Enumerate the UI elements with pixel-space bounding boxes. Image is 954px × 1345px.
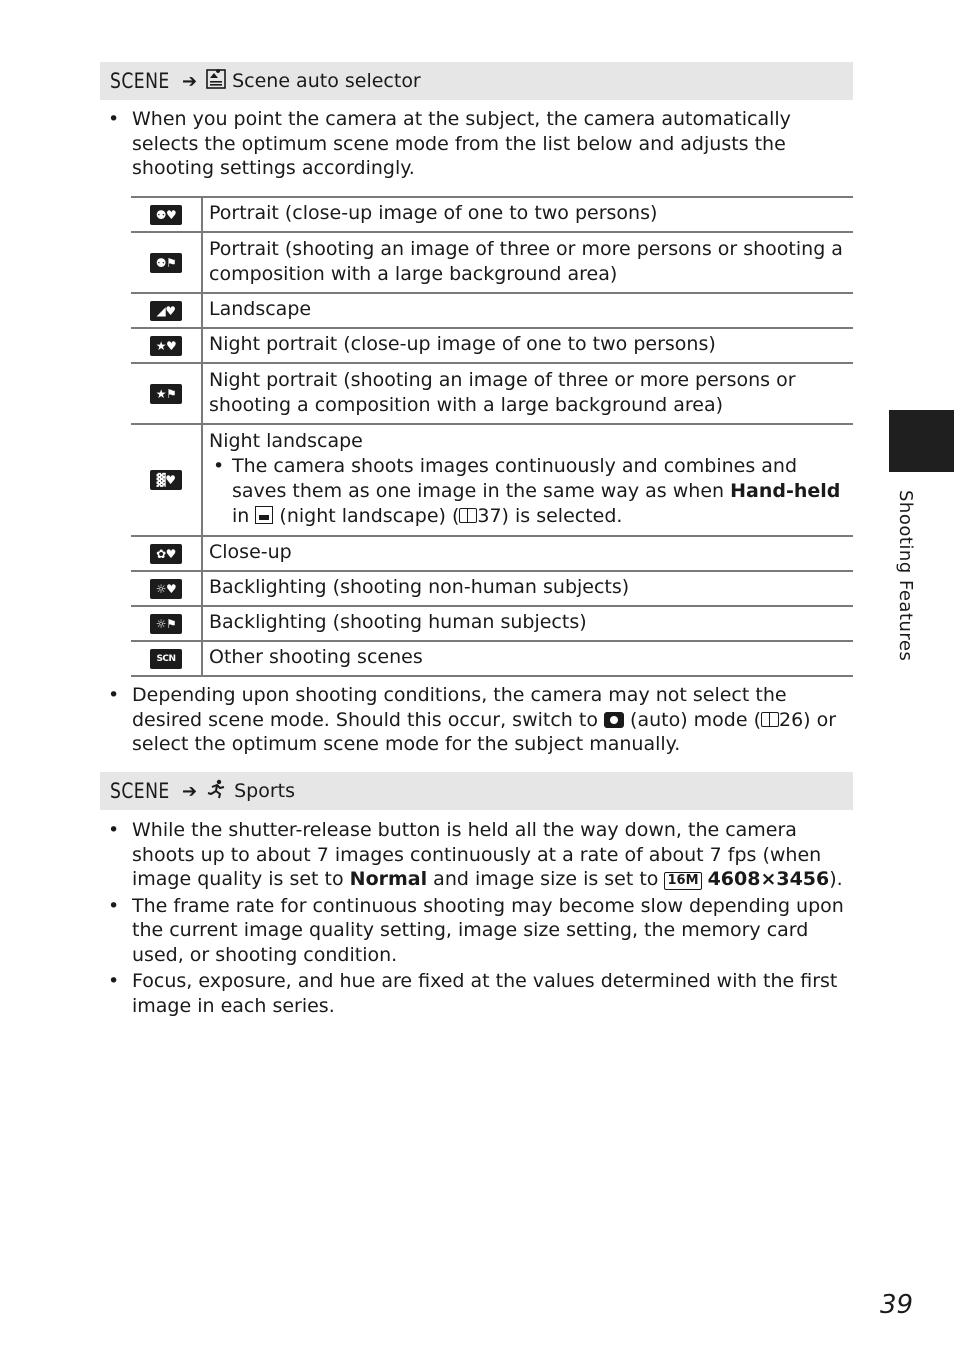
table-cell: Backlighting (shooting non-human subjects) [202,571,853,606]
table-row [131,328,853,363]
hand-held-label: Hand-held [730,480,841,502]
night-landscape-small-icon [255,506,273,524]
table-cell [202,424,853,536]
sports-icon [206,779,228,803]
list-item: • The frame rate for continuous shooting may become slow depending upon the current image quality setting, image size setting, the memory card used, or shooting condition. [100,894,852,968]
section-title: Sports [234,780,295,802]
scene-auto-selector-icon [206,69,226,93]
backlighting-non-human-icon: ☼♥ [150,579,182,599]
close-up-icon: ✿♥ [150,544,182,564]
night-landscape-icon: ▓♥ [150,470,182,490]
table-row [131,363,853,424]
portrait-group-icon: ⚉⚑ [150,253,182,273]
section-header-sports [100,772,853,810]
chapter-label: Shooting Features [895,490,916,662]
table-cell: Backlighting (shooting human subjects) [202,606,853,641]
portrait-close-up-icon: ⚉♥ [150,205,182,225]
table-cell: Night portrait (shooting an image of three or more persons or shooting a composition with a large background area) [202,363,853,424]
chapter-tab [889,410,954,472]
table-cell: Night portrait (close-up image of one to two persons) [202,328,853,363]
page-reference-icon [761,712,779,727]
table-row [131,424,853,536]
table-row [131,232,853,293]
table-row [131,641,853,676]
image-size-value: 4608×3456 [707,868,830,890]
sports-bullet-list [100,818,852,1018]
table-cell: Portrait (shooting an image of three or more persons or shooting a composition with a large background area) [202,232,853,293]
list-item: • While the shutter-release button is held all the way down, the camera shoots up to about 7 images continuously at a rate of about 7 fps (when image quality is set to Normal and image size is set to 16M 4608×3456). [100,818,852,892]
arrow-right-icon: ➔ [182,70,198,92]
normal-label: Normal [349,868,428,890]
list-item: • When you point the camera at the subject, the camera automatically selects the optimum scene mode from the list below and adjusts the shooting settings accordingly. [100,107,852,181]
table-cell: Portrait (close-up image of one to two persons) [202,197,853,232]
section-title: Scene auto selector [232,70,421,92]
scene-label: SCENE [110,779,170,803]
table-cell: Close-up [202,536,853,571]
other-scenes-icon: SCN [150,649,182,669]
night-portrait-group-icon: ★⚑ [150,384,182,404]
arrow-right-icon: ➔ [182,780,198,802]
table-cell: Other shooting scenes [202,641,853,676]
table-row [131,293,853,328]
table-cell: Landscape [202,293,853,328]
scene-modes-table [131,196,853,677]
table-row [131,606,853,641]
night-portrait-close-up-icon: ★♥ [150,336,182,356]
auto-mode-camera-icon [604,712,624,728]
list-item: • Depending upon shooting conditions, the camera may not select the desired scene mode. Should this occur, switch to (auto) mode ( 26) or select the optimum scene mode for the subject manually. [100,683,852,757]
landscape-icon: ◢♥ [150,301,182,321]
table-row [131,197,853,232]
image-size-icon: 16M [664,872,701,890]
intro-bullet-list [100,107,852,181]
section-header-scene-auto-selector [100,62,853,100]
list-item: • Focus, exposure, and hue are fixed at the values determined with the first image in each series. [100,969,852,1018]
table-row [131,571,853,606]
after-table-bullet-list [100,683,852,757]
scene-label: SCENE [110,69,170,93]
sub-bullet: • The camera shoots images continuously and combines and saves them as one image in the same way as when Hand-held in (night landscape) ( 37) is selected. [209,454,849,529]
page-number: 39 [880,1290,914,1320]
backlighting-human-icon: ☼⚑ [150,614,182,634]
row-title: Night landscape [209,430,363,452]
page-reference-icon [459,508,477,523]
table-row [131,536,853,571]
